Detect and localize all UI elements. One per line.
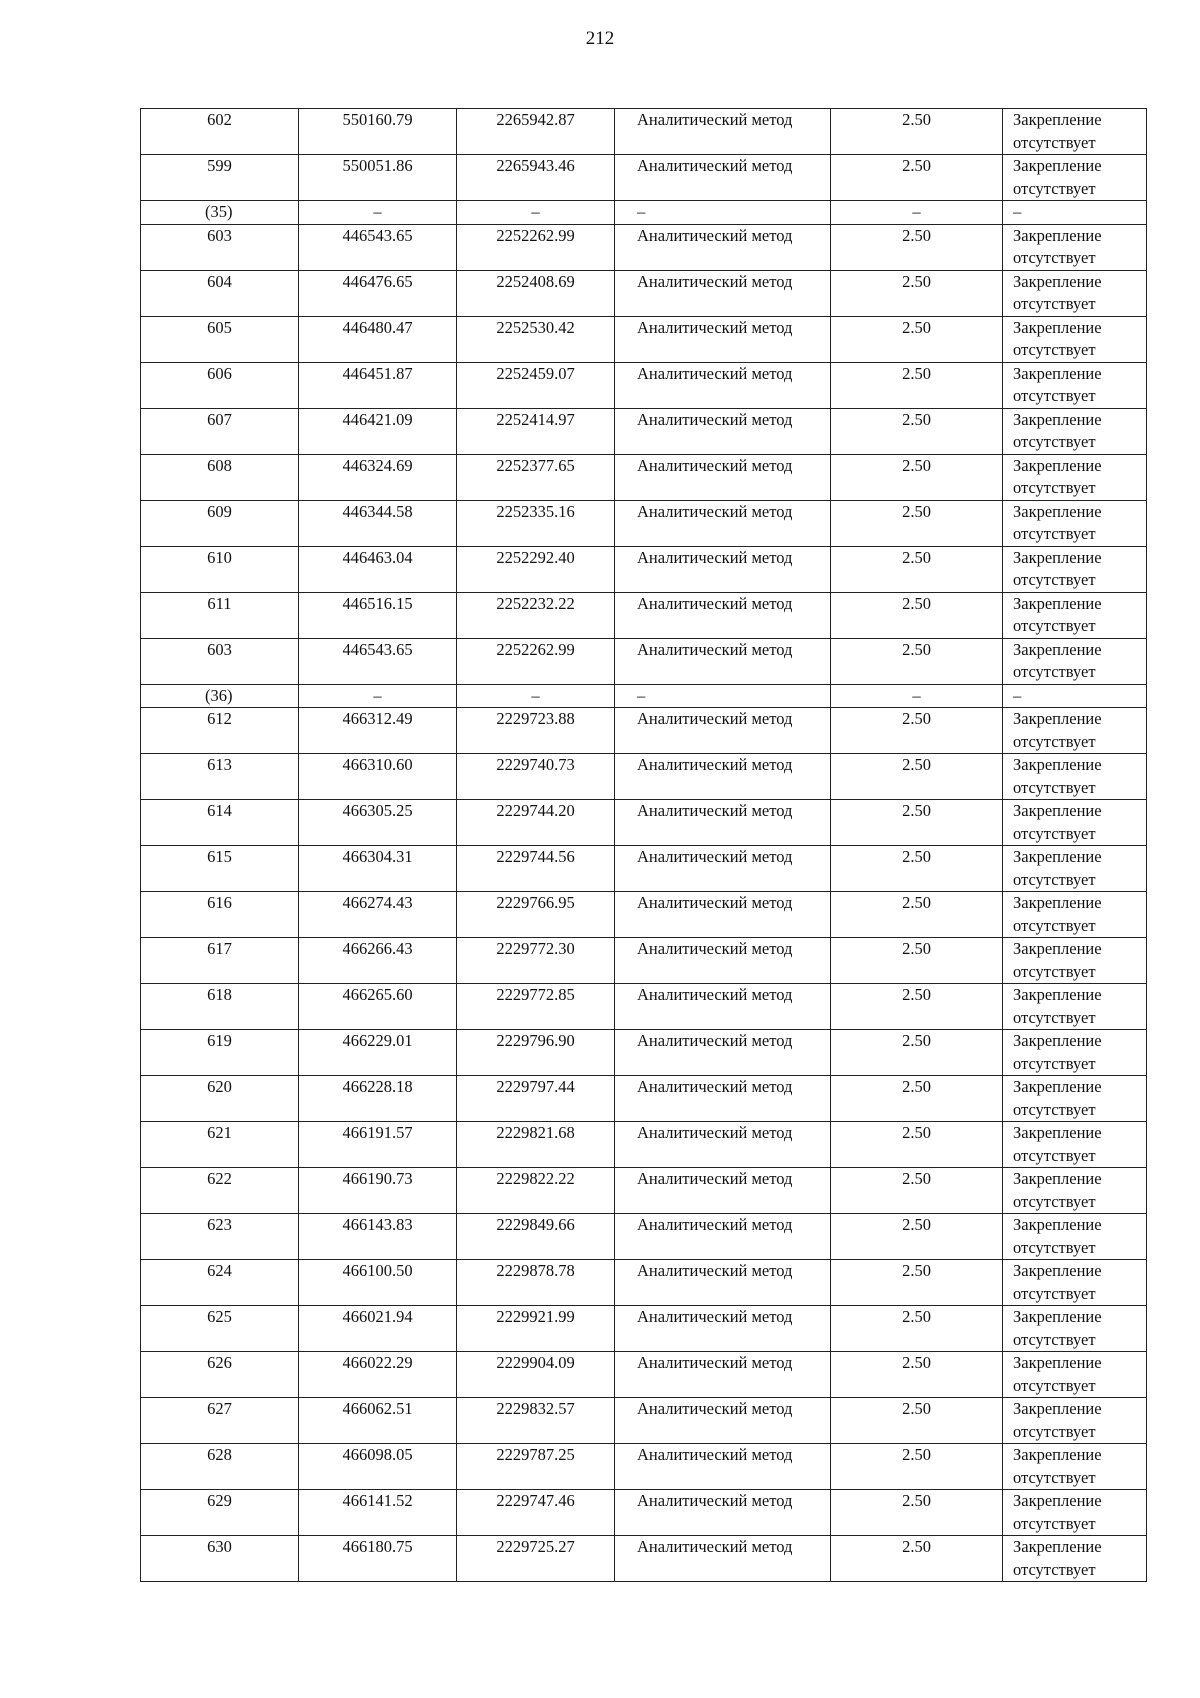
x-coordinate-cell: 466022.29	[299, 1352, 457, 1398]
method-cell: Аналитический метод	[615, 362, 831, 408]
x-coordinate-cell: 466062.51	[299, 1398, 457, 1444]
page-number: 212	[585, 28, 615, 49]
accuracy-cell: 2.50	[831, 408, 1003, 454]
method-cell: Аналитический метод	[615, 638, 831, 684]
method-cell: Аналитический метод	[615, 592, 831, 638]
point-number-cell: 630	[141, 1536, 299, 1582]
table-row	[141, 708, 1147, 754]
table-row	[141, 1030, 1147, 1076]
method-cell: Аналитический метод	[615, 316, 831, 362]
accuracy-cell: 2.50	[831, 270, 1003, 316]
point-number-cell: 606	[141, 362, 299, 408]
y-coordinate-cell: 2229849.66	[457, 1214, 615, 1260]
accuracy-cell: 2.50	[831, 1168, 1003, 1214]
method-cell: Аналитический метод	[615, 1168, 831, 1214]
y-coordinate-cell: 2229787.25	[457, 1444, 615, 1490]
x-coordinate-cell: 446543.65	[299, 638, 457, 684]
point-number-cell: 623	[141, 1214, 299, 1260]
table-row	[141, 408, 1147, 454]
accuracy-cell: 2.50	[831, 892, 1003, 938]
y-coordinate-cell: 2229740.73	[457, 754, 615, 800]
accuracy-cell: 2.50	[831, 1030, 1003, 1076]
accuracy-cell: 2.50	[831, 984, 1003, 1030]
accuracy-cell: 2.50	[831, 846, 1003, 892]
x-coordinate-cell: 466304.31	[299, 846, 457, 892]
point-number-cell: 615	[141, 846, 299, 892]
x-coordinate-cell: 466143.83	[299, 1214, 457, 1260]
fixation-cell: Закрепление отсутствует	[1003, 500, 1147, 546]
accuracy-cell: 2.50	[831, 638, 1003, 684]
point-number-cell: 612	[141, 708, 299, 754]
fixation-cell: Закрепление отсутствует	[1003, 938, 1147, 984]
table-row	[141, 1306, 1147, 1352]
x-coordinate-cell: 466310.60	[299, 754, 457, 800]
accuracy-cell: 2.50	[831, 454, 1003, 500]
accuracy-cell: 2.50	[831, 592, 1003, 638]
y-coordinate-cell: 2265942.87	[457, 109, 615, 155]
y-coordinate-cell: 2229723.88	[457, 708, 615, 754]
accuracy-cell: 2.50	[831, 754, 1003, 800]
y-coordinate-cell: 2252530.42	[457, 316, 615, 362]
table-row	[141, 1444, 1147, 1490]
method-cell: Аналитический метод	[615, 754, 831, 800]
table-row	[141, 638, 1147, 684]
table-row	[141, 1214, 1147, 1260]
y-coordinate-cell: 2252292.40	[457, 546, 615, 592]
y-coordinate-cell: 2229821.68	[457, 1122, 615, 1168]
y-coordinate-cell: 2229878.78	[457, 1260, 615, 1306]
contour-separator-row	[141, 684, 1147, 708]
point-number-cell: 603	[141, 638, 299, 684]
point-number-cell: 624	[141, 1260, 299, 1306]
point-number-cell: 607	[141, 408, 299, 454]
method-cell: Аналитический метод	[615, 224, 831, 270]
point-number-cell: 619	[141, 1030, 299, 1076]
y-coordinate-cell: 2252232.22	[457, 592, 615, 638]
point-number-cell: 611	[141, 592, 299, 638]
method-cell: Аналитический метод	[615, 1076, 831, 1122]
accuracy-cell: 2.50	[831, 500, 1003, 546]
y-coordinate-cell: 2252262.99	[457, 638, 615, 684]
point-number-cell: 610	[141, 546, 299, 592]
fixation-cell: Закрепление отсутствует	[1003, 592, 1147, 638]
fixation-cell: Закрепление отсутствует	[1003, 984, 1147, 1030]
accuracy-cell: 2.50	[831, 1490, 1003, 1536]
accuracy-cell: 2.50	[831, 1444, 1003, 1490]
point-number-cell: 614	[141, 800, 299, 846]
accuracy-cell: 2.50	[831, 1076, 1003, 1122]
x-coordinate-cell: 446344.58	[299, 500, 457, 546]
fixation-cell: Закрепление отсутствует	[1003, 1444, 1147, 1490]
fixation-cell: Закрепление отсутствует	[1003, 109, 1147, 155]
y-coordinate-cell: 2229744.20	[457, 800, 615, 846]
y-coordinate-cell: 2265943.46	[457, 155, 615, 201]
method-cell: Аналитический метод	[615, 1260, 831, 1306]
accuracy-cell: 2.50	[831, 546, 1003, 592]
y-coordinate-cell: 2229904.09	[457, 1352, 615, 1398]
y-coordinate-cell: 2229796.90	[457, 1030, 615, 1076]
fixation-cell: Закрепление отсутствует	[1003, 1030, 1147, 1076]
fixation-cell: Закрепление отсутствует	[1003, 846, 1147, 892]
table-row	[141, 1122, 1147, 1168]
point-number-cell: 626	[141, 1352, 299, 1398]
point-number-cell: (36)	[141, 684, 299, 708]
table-row	[141, 1398, 1147, 1444]
method-cell: –	[615, 684, 831, 708]
method-cell: Аналитический метод	[615, 1490, 831, 1536]
x-coordinate-cell: 466098.05	[299, 1444, 457, 1490]
point-number-cell: 621	[141, 1122, 299, 1168]
point-number-cell: 613	[141, 754, 299, 800]
accuracy-cell: 2.50	[831, 1214, 1003, 1260]
table-row	[141, 1490, 1147, 1536]
x-coordinate-cell: 466312.49	[299, 708, 457, 754]
table-row	[141, 1076, 1147, 1122]
method-cell: Аналитический метод	[615, 270, 831, 316]
y-coordinate-cell: –	[457, 684, 615, 708]
method-cell: –	[615, 201, 831, 225]
x-coordinate-cell: 466190.73	[299, 1168, 457, 1214]
table-row	[141, 155, 1147, 201]
fixation-cell: Закрепление отсутствует	[1003, 362, 1147, 408]
accuracy-cell: 2.50	[831, 224, 1003, 270]
point-number-cell: 618	[141, 984, 299, 1030]
accuracy-cell: 2.50	[831, 155, 1003, 201]
method-cell: Аналитический метод	[615, 1398, 831, 1444]
table-row	[141, 316, 1147, 362]
table-row	[141, 362, 1147, 408]
x-coordinate-cell: 446463.04	[299, 546, 457, 592]
fixation-cell: Закрепление отсутствует	[1003, 892, 1147, 938]
method-cell: Аналитический метод	[615, 1444, 831, 1490]
x-coordinate-cell: 466266.43	[299, 938, 457, 984]
table-row	[141, 984, 1147, 1030]
accuracy-cell: 2.50	[831, 362, 1003, 408]
accuracy-cell: 2.50	[831, 316, 1003, 362]
method-cell: Аналитический метод	[615, 846, 831, 892]
point-number-cell: 609	[141, 500, 299, 546]
y-coordinate-cell: 2229921.99	[457, 1306, 615, 1352]
x-coordinate-cell: 446516.15	[299, 592, 457, 638]
fixation-cell: Закрепление отсутствует	[1003, 155, 1147, 201]
fixation-cell: Закрепление отсутствует	[1003, 1490, 1147, 1536]
method-cell: Аналитический метод	[615, 1030, 831, 1076]
table-row	[141, 500, 1147, 546]
y-coordinate-cell: 2229725.27	[457, 1536, 615, 1582]
table-row	[141, 754, 1147, 800]
method-cell: Аналитический метод	[615, 1352, 831, 1398]
method-cell: Аналитический метод	[615, 1536, 831, 1582]
coordinates-table	[140, 108, 1147, 1582]
accuracy-cell: 2.50	[831, 109, 1003, 155]
fixation-cell: –	[1003, 201, 1147, 225]
fixation-cell: Закрепление отсутствует	[1003, 638, 1147, 684]
x-coordinate-cell: 446451.87	[299, 362, 457, 408]
x-coordinate-cell: 446476.65	[299, 270, 457, 316]
x-coordinate-cell: 466021.94	[299, 1306, 457, 1352]
accuracy-cell: 2.50	[831, 1398, 1003, 1444]
point-number-cell: 604	[141, 270, 299, 316]
accuracy-cell: 2.50	[831, 1352, 1003, 1398]
point-number-cell: 602	[141, 109, 299, 155]
y-coordinate-cell: 2229744.56	[457, 846, 615, 892]
method-cell: Аналитический метод	[615, 1306, 831, 1352]
point-number-cell: 622	[141, 1168, 299, 1214]
x-coordinate-cell: 466141.52	[299, 1490, 457, 1536]
table-row	[141, 1260, 1147, 1306]
fixation-cell: Закрепление отсутствует	[1003, 1076, 1147, 1122]
y-coordinate-cell: 2252377.65	[457, 454, 615, 500]
point-number-cell: 603	[141, 224, 299, 270]
method-cell: Аналитический метод	[615, 938, 831, 984]
x-coordinate-cell: 446324.69	[299, 454, 457, 500]
y-coordinate-cell: 2252335.16	[457, 500, 615, 546]
point-number-cell: 620	[141, 1076, 299, 1122]
x-coordinate-cell: 446480.47	[299, 316, 457, 362]
fixation-cell: Закрепление отсутствует	[1003, 800, 1147, 846]
x-coordinate-cell: 466100.50	[299, 1260, 457, 1306]
method-cell: Аналитический метод	[615, 500, 831, 546]
y-coordinate-cell: 2229747.46	[457, 1490, 615, 1536]
y-coordinate-cell: 2229832.57	[457, 1398, 615, 1444]
fixation-cell: Закрепление отсутствует	[1003, 270, 1147, 316]
table-row	[141, 892, 1147, 938]
point-number-cell: 608	[141, 454, 299, 500]
y-coordinate-cell: 2229772.30	[457, 938, 615, 984]
point-number-cell: 628	[141, 1444, 299, 1490]
table-row	[141, 109, 1147, 155]
y-coordinate-cell: 2252459.07	[457, 362, 615, 408]
point-number-cell: 616	[141, 892, 299, 938]
table-row	[141, 592, 1147, 638]
x-coordinate-cell: 550160.79	[299, 109, 457, 155]
method-cell: Аналитический метод	[615, 984, 831, 1030]
y-coordinate-cell: 2252414.97	[457, 408, 615, 454]
method-cell: Аналитический метод	[615, 892, 831, 938]
point-number-cell: 629	[141, 1490, 299, 1536]
fixation-cell: Закрепление отсутствует	[1003, 1260, 1147, 1306]
x-coordinate-cell: 446543.65	[299, 224, 457, 270]
point-number-cell: 617	[141, 938, 299, 984]
y-coordinate-cell: –	[457, 201, 615, 225]
point-number-cell: 599	[141, 155, 299, 201]
fixation-cell: Закрепление отсутствует	[1003, 1306, 1147, 1352]
accuracy-cell: 2.50	[831, 708, 1003, 754]
point-number-cell: 605	[141, 316, 299, 362]
table-row	[141, 800, 1147, 846]
fixation-cell: Закрепление отсутствует	[1003, 224, 1147, 270]
method-cell: Аналитический метод	[615, 708, 831, 754]
y-coordinate-cell: 2229766.95	[457, 892, 615, 938]
x-coordinate-cell: 466265.60	[299, 984, 457, 1030]
fixation-cell: Закрепление отсутствует	[1003, 1352, 1147, 1398]
method-cell: Аналитический метод	[615, 454, 831, 500]
table-row	[141, 846, 1147, 892]
fixation-cell: Закрепление отсутствует	[1003, 454, 1147, 500]
table-row	[141, 1352, 1147, 1398]
coordinates-table-body	[141, 109, 1147, 1582]
fixation-cell: Закрепление отсутствует	[1003, 408, 1147, 454]
method-cell: Аналитический метод	[615, 800, 831, 846]
x-coordinate-cell: 550051.86	[299, 155, 457, 201]
point-number-cell: 625	[141, 1306, 299, 1352]
accuracy-cell: 2.50	[831, 800, 1003, 846]
y-coordinate-cell: 2252262.99	[457, 224, 615, 270]
method-cell: Аналитический метод	[615, 1214, 831, 1260]
accuracy-cell: 2.50	[831, 938, 1003, 984]
table-row	[141, 1536, 1147, 1582]
y-coordinate-cell: 2229797.44	[457, 1076, 615, 1122]
table-row	[141, 1168, 1147, 1214]
x-coordinate-cell: 466191.57	[299, 1122, 457, 1168]
accuracy-cell: 2.50	[831, 1260, 1003, 1306]
method-cell: Аналитический метод	[615, 1122, 831, 1168]
x-coordinate-cell: –	[299, 201, 457, 225]
method-cell: Аналитический метод	[615, 408, 831, 454]
method-cell: Аналитический метод	[615, 546, 831, 592]
table-row	[141, 546, 1147, 592]
table-row	[141, 224, 1147, 270]
table-row	[141, 938, 1147, 984]
accuracy-cell: 2.50	[831, 1536, 1003, 1582]
fixation-cell: Закрепление отсутствует	[1003, 316, 1147, 362]
x-coordinate-cell: 446421.09	[299, 408, 457, 454]
method-cell: Аналитический метод	[615, 155, 831, 201]
fixation-cell: Закрепление отсутствует	[1003, 1122, 1147, 1168]
point-number-cell: (35)	[141, 201, 299, 225]
accuracy-cell: 2.50	[831, 1306, 1003, 1352]
y-coordinate-cell: 2252408.69	[457, 270, 615, 316]
fixation-cell: Закрепление отсутствует	[1003, 708, 1147, 754]
contour-separator-row	[141, 201, 1147, 225]
fixation-cell: Закрепление отсутствует	[1003, 1536, 1147, 1582]
point-number-cell: 627	[141, 1398, 299, 1444]
accuracy-cell: –	[831, 201, 1003, 225]
x-coordinate-cell: 466228.18	[299, 1076, 457, 1122]
y-coordinate-cell: 2229822.22	[457, 1168, 615, 1214]
accuracy-cell: –	[831, 684, 1003, 708]
x-coordinate-cell: 466305.25	[299, 800, 457, 846]
fixation-cell: Закрепление отсутствует	[1003, 754, 1147, 800]
fixation-cell: –	[1003, 684, 1147, 708]
table-row	[141, 454, 1147, 500]
x-coordinate-cell: 466180.75	[299, 1536, 457, 1582]
y-coordinate-cell: 2229772.85	[457, 984, 615, 1030]
fixation-cell: Закрепление отсутствует	[1003, 1398, 1147, 1444]
fixation-cell: Закрепление отсутствует	[1003, 1214, 1147, 1260]
accuracy-cell: 2.50	[831, 1122, 1003, 1168]
x-coordinate-cell: 466229.01	[299, 1030, 457, 1076]
fixation-cell: Закрепление отсутствует	[1003, 546, 1147, 592]
method-cell: Аналитический метод	[615, 109, 831, 155]
table-row	[141, 270, 1147, 316]
x-coordinate-cell: –	[299, 684, 457, 708]
fixation-cell: Закрепление отсутствует	[1003, 1168, 1147, 1214]
x-coordinate-cell: 466274.43	[299, 892, 457, 938]
